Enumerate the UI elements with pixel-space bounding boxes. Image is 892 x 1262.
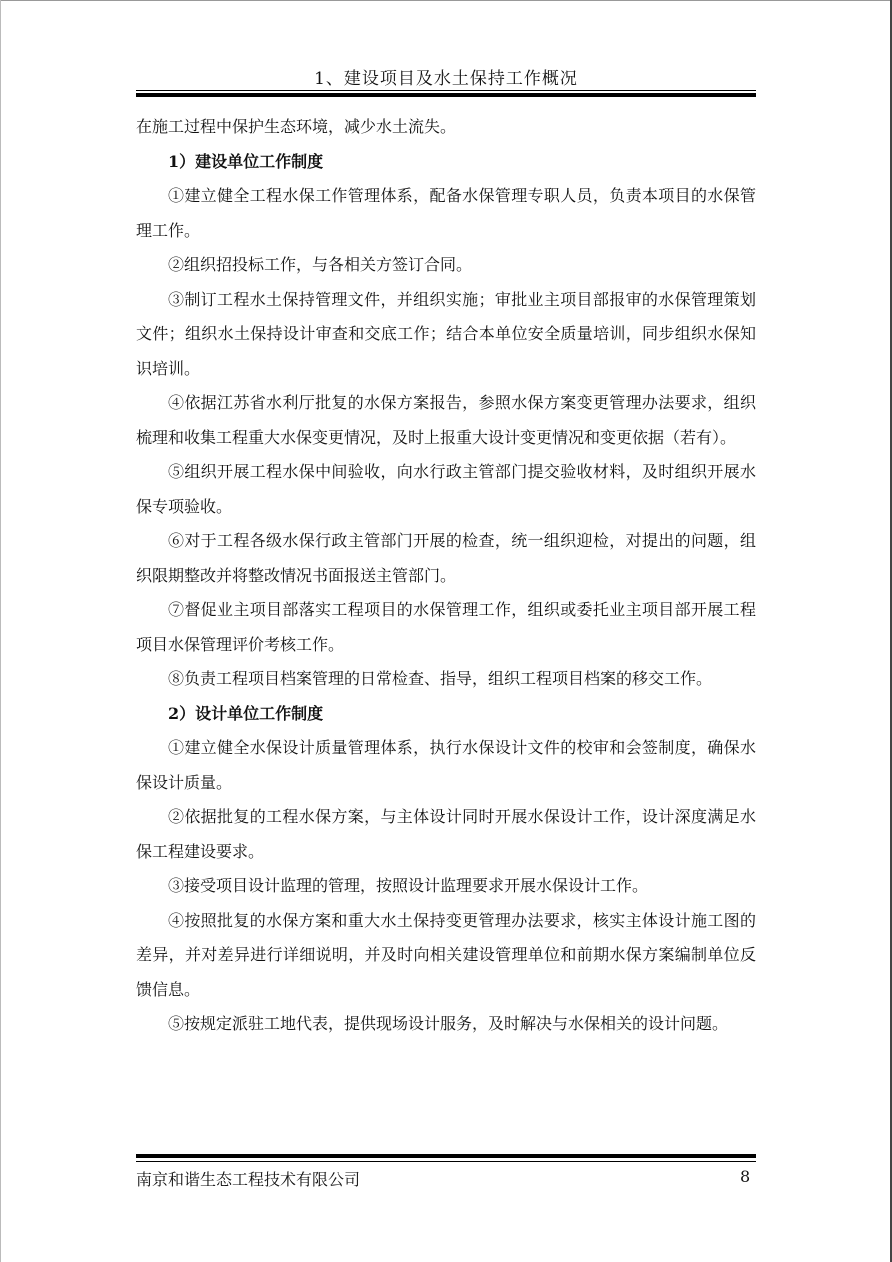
section-2-item-5: ⑤按规定派驻工地代表，提供现场设计服务，及时解决与水保相关的设计问题。 <box>168 1014 729 1033</box>
section-1-item-8: ⑧负责工程项目档案管理的日常检查、指导，组织工程项目档案的移交工作。 <box>168 669 713 688</box>
section-1-item-1: ①建立健全工程水保工作管理体系，配备水保管理专职人员，负责本项目的水保管理工作。 <box>136 186 756 240</box>
section-1-item-6: ⑥对于工程各级水保行政主管部门开展的检查，统一组织迎检，对提出的问题，组织限期整改并将整改情况书面报送主管部门。 <box>136 531 756 585</box>
section-1-item-7: ⑦督促业主项目部落实工程项目的水保管理工作，组织或委托业主项目部开展工程项目水保管理评价考核工作。 <box>136 600 756 654</box>
page-border-top <box>0 0 892 1</box>
section-2-item-1: ①建立健全水保设计质量管理体系，执行水保设计文件的校审和会签制度，确保水保设计质量。 <box>136 738 756 792</box>
page-body <box>136 110 756 1042</box>
section-1-item-5: ⑤组织开展工程水保中间验收，向水行政主管部门提交验收材料，及时组织开展水保专项验收。 <box>136 462 756 516</box>
page-border-left <box>0 0 1 1262</box>
page-number: 8 <box>740 1167 751 1186</box>
footer-company-name: 南京和谐生态工程技术有限公司 <box>136 1170 361 1189</box>
intro-paragraph: 在施工过程中保护生态环境，减少水土流失。 <box>136 117 457 136</box>
running-header-title: 1、建设项目及水土保持工作概况 <box>314 69 578 89</box>
section-1-item-4: ④依据江苏省水利厅批复的水保方案报告，参照水保方案变更管理办法要求，组织梳理和收集工程重大水保变更情况，及时上报重大设计变更情况和变更依据（若有）。 <box>136 393 756 447</box>
header-rule-thick <box>136 93 756 97</box>
section-2-heading: 2）设计单位工作制度 <box>168 703 324 723</box>
section-2-item-3: ③接受项目设计监理的管理，按照设计监理要求开展水保设计工作。 <box>168 876 649 895</box>
header-rule-thin <box>136 90 756 91</box>
section-1-item-2: ②组织招投标工作，与各相关方签订合同。 <box>168 255 473 274</box>
section-2-item-4: ④按照批复的水保方案和重大水土保持变更管理办法要求，核实主体设计施工图的差异，并对差异进行详细说明，并及时向相关建设管理单位和前期水保方案编制单位反馈信息。 <box>136 910 756 999</box>
footer-rule-thick <box>136 1154 756 1158</box>
section-2-item-2: ②依据批复的工程水保方案，与主体设计同时开展水保设计工作，设计深度满足水保工程建设要求。 <box>136 807 756 861</box>
section-1-heading: 1）建设单位工作制度 <box>168 151 324 171</box>
section-1-item-3: ③制订工程水土保持管理文件，并组织实施；审批业主项目部报审的水保管理策划文件；组织水土保持设计审查和交底工作；结合本单位安全质量培训，同步组织水保知识培训。 <box>136 289 756 378</box>
footer-rule-thin <box>136 1161 756 1162</box>
